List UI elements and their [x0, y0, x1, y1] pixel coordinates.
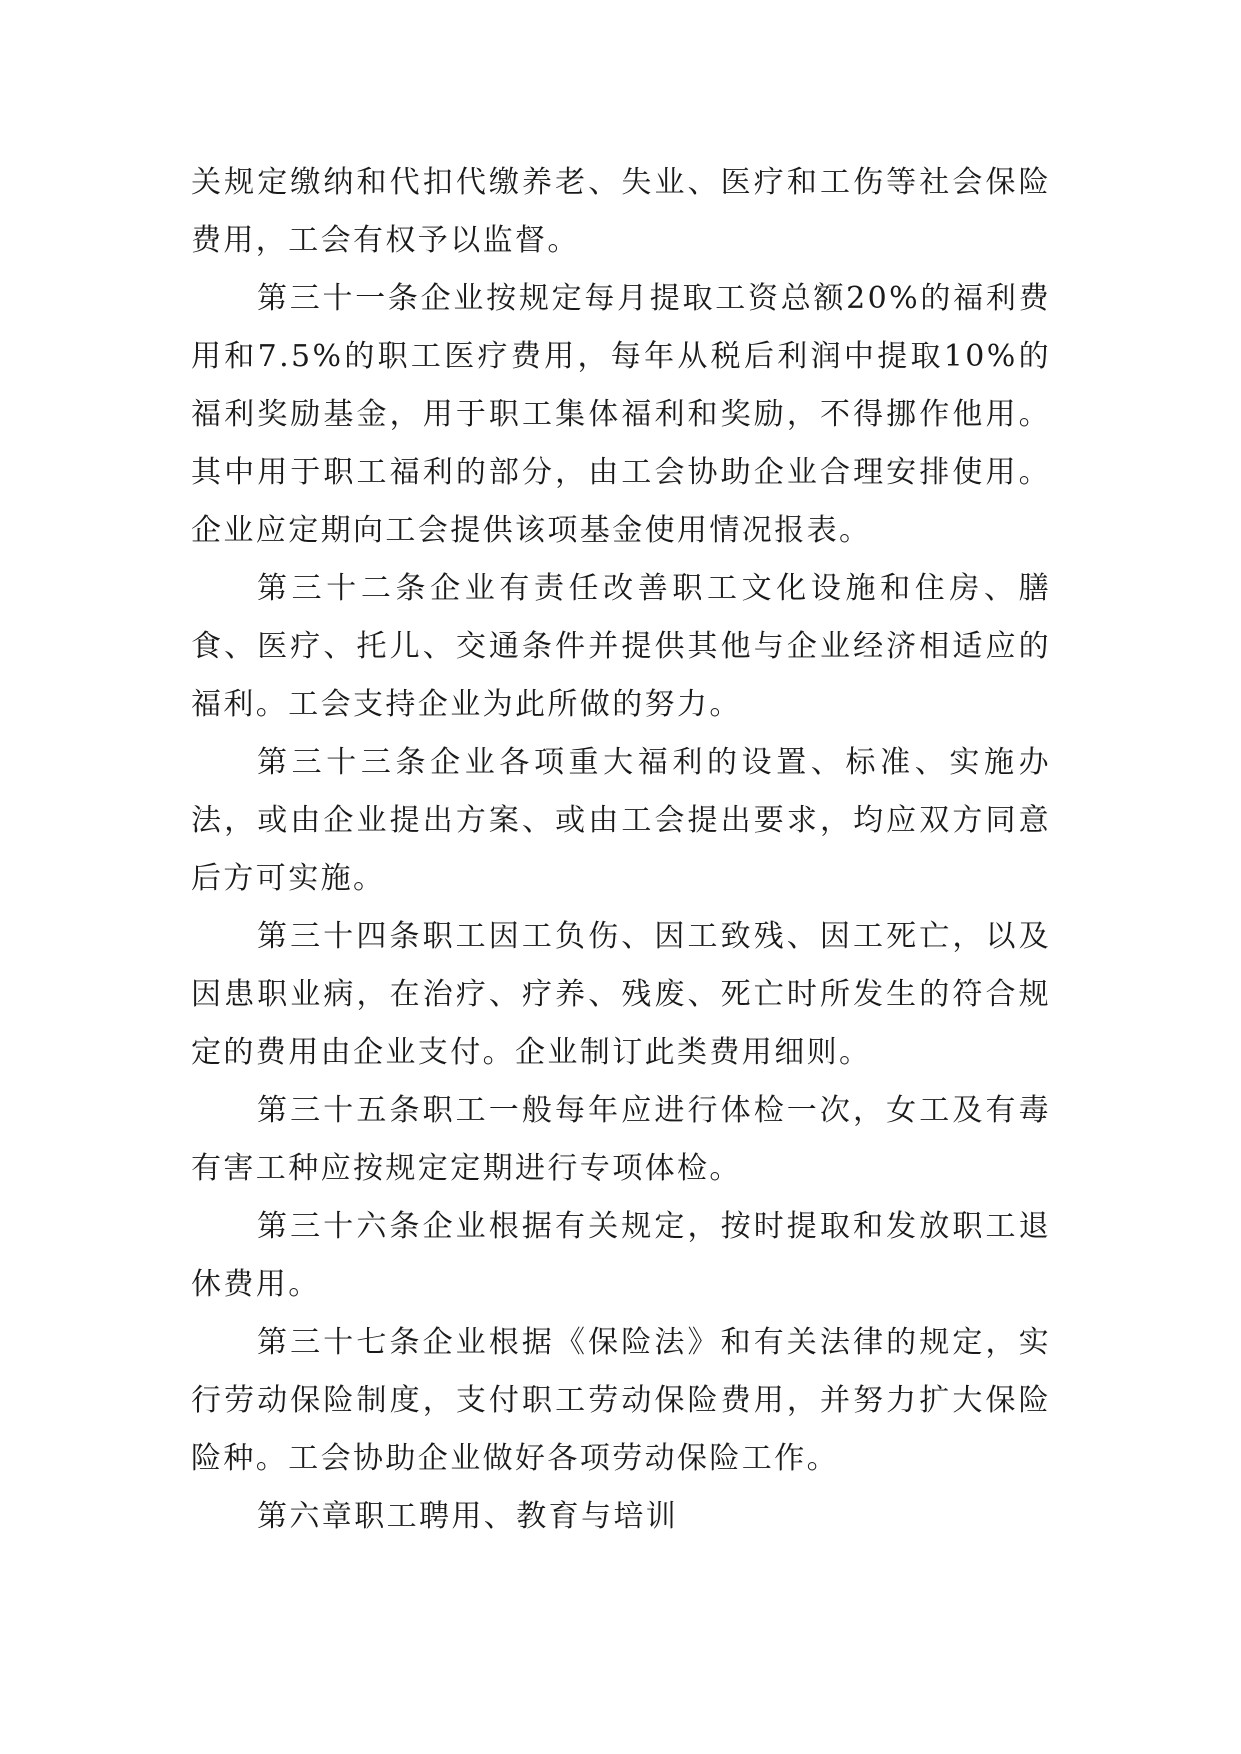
article-35: 第三十五条职工一般每年应进行体检一次，女工及有毒有害工种应按规定定期进行专项体检。	[191, 1093, 1051, 1186]
article-31: 第三十一条企业按规定每月提取工资总额20%的福利费用和7.5%的职工医疗费用，每年从税后利润中提取10%的福利奖励基金，用于职工集体福利和奖励，不得挪作他用。其中用于职工福利的部分，由工会协助企业合理安排使用。企业应定期向工会提供该项基金使用情况报表。	[191, 281, 1051, 548]
document-body	[191, 154, 1051, 1546]
article-36: 第三十六条企业根据有关规定，按时提取和发放职工退休费用。	[191, 1209, 1051, 1302]
article-32: 第三十二条企业有责任改善职工文化设施和住房、膳食、医疗、托儿、交通条件并提供其他与企业经济相适应的福利。工会支持企业为此所做的努力。	[191, 571, 1051, 722]
paragraph-continuation: 关规定缴纳和代扣代缴养老、失业、医疗和工伤等社会保险费用，工会有权予以监督。	[191, 165, 1051, 258]
article-33: 第三十三条企业各项重大福利的设置、标准、实施办法，或由企业提出方案、或由工会提出要求，均应双方同意后方可实施。	[191, 745, 1051, 896]
article-34: 第三十四条职工因工负伤、因工致残、因工死亡，以及因患职业病，在治疗、疗养、残废、死亡时所发生的符合规定的费用由企业支付。企业制订此类费用细则。	[191, 919, 1051, 1070]
chapter-6-heading: 第六章职工聘用、教育与培训	[257, 1499, 679, 1534]
article-37: 第三十七条企业根据《保险法》和有关法律的规定，实行劳动保险制度，支付职工劳动保险费用，并努力扩大保险险种。工会协助企业做好各项劳动保险工作。	[191, 1325, 1051, 1476]
